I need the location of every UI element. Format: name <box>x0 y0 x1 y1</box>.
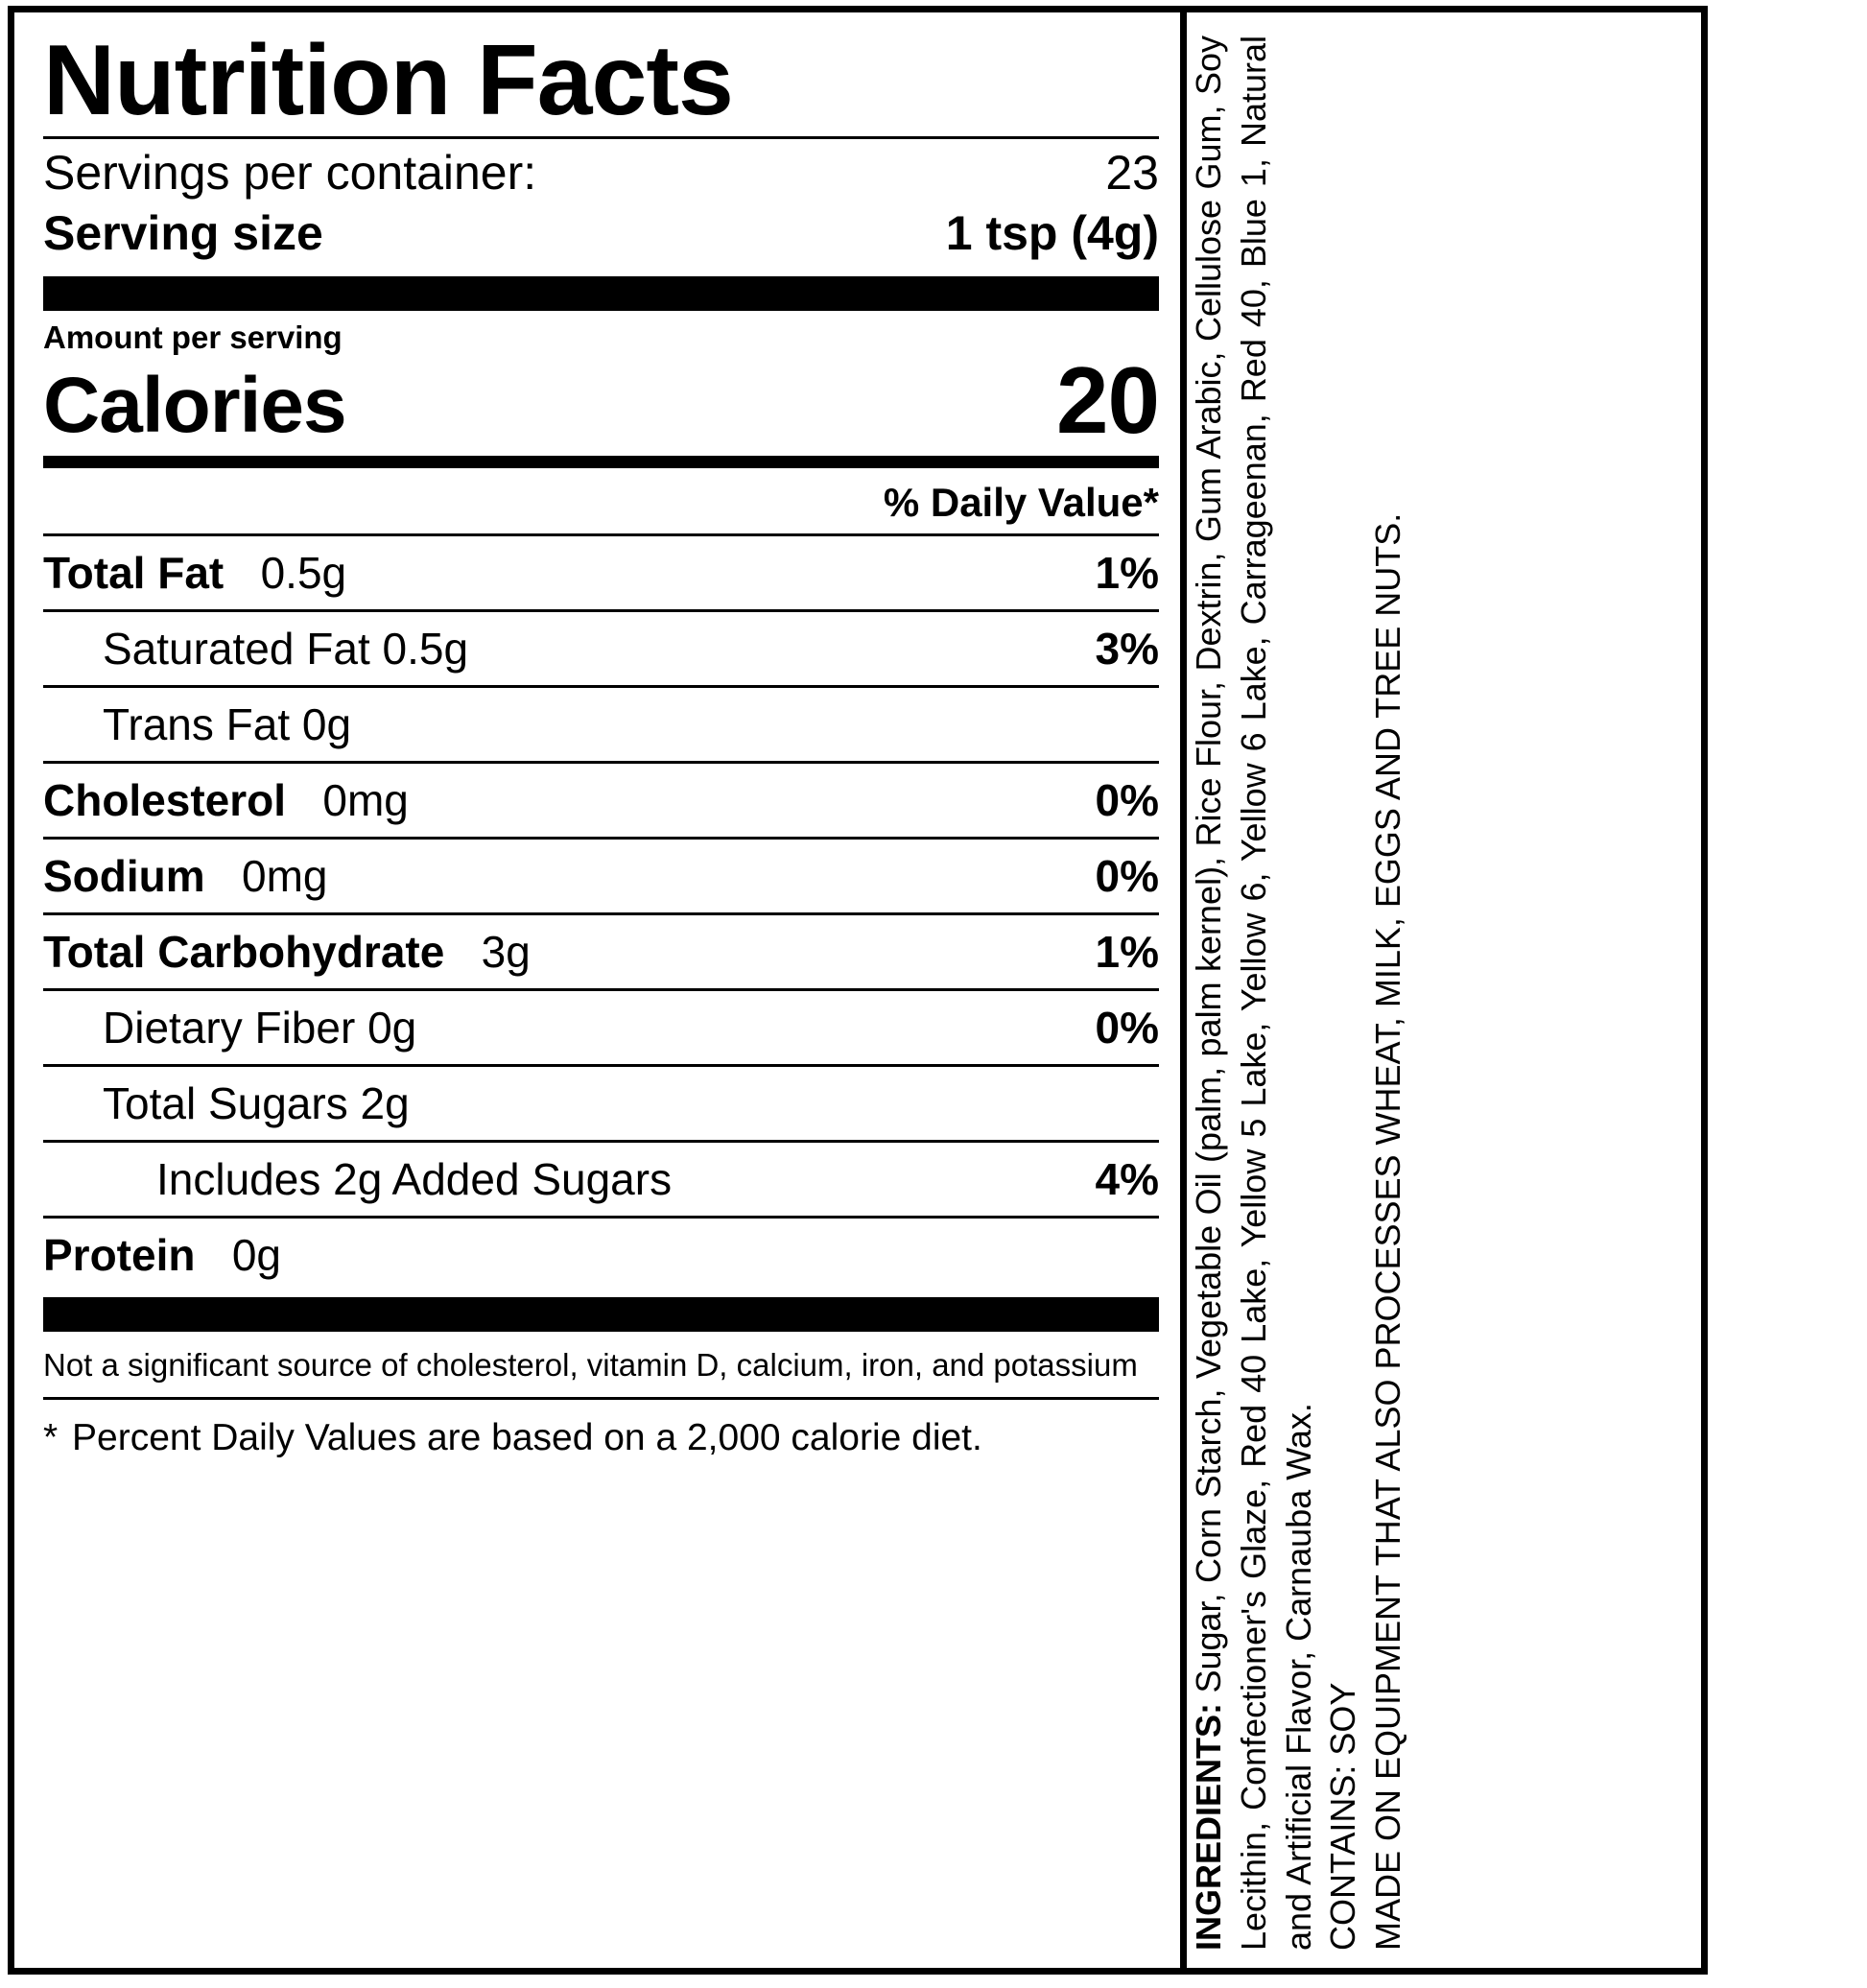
divider-row <box>43 837 1159 840</box>
nutrient-label: Total Carbohydrate <box>43 926 445 977</box>
nutrient-amount: 3g <box>481 926 531 977</box>
serving-size-value: 1 tsp (4g) <box>945 205 1159 260</box>
nutrient-row-total-fat <box>43 538 1159 607</box>
nutrient-row-cholesterol <box>43 766 1159 835</box>
nutrient-name <box>103 1002 416 1053</box>
label-title: Nutrition Facts <box>43 25 733 136</box>
calories-value: 20 <box>1055 346 1159 453</box>
nutrient-name <box>103 623 468 674</box>
nutrient-row-added-sugars <box>43 1145 1159 1214</box>
nutrient-list <box>43 532 1159 1290</box>
nutrient-label: Cholesterol <box>43 774 287 825</box>
daily-value-footnote <box>43 1402 1159 1464</box>
ingredients-body: Sugar, Corn Starch, Vegetable Oil (palm, palm kernel), Rice Flour, Dextrin, Gum Arabic, Cellulose Gum, Soy Lecithin, Confectioner's Glaze, Red 40 Lake, Yellow 5 Lake, Yellow 6, Yellow 6 Lake, Carrageenan, Red 40, Blue 1, Natural and Artificial Flavor, Carnauba Wax. <box>1189 36 1318 1951</box>
allergen-processing-statement: MADE ON EQUIPMENT THAT ALSO PROCESSES WHEAT, MILK, EGGS AND TREE NUTS. <box>1368 512 1408 1951</box>
nutrition-facts-panel <box>14 12 1180 1968</box>
ingredients-panel <box>1180 12 1701 1968</box>
nutrient-amount: 0mg <box>322 774 409 825</box>
nutrient-name <box>43 1229 281 1281</box>
nutrient-row-saturated-fat <box>43 614 1159 683</box>
nutrient-row-total-sugars <box>43 1069 1159 1138</box>
nutrient-row-dietary-fiber <box>43 993 1159 1062</box>
calories-row <box>43 346 1159 453</box>
nutrient-name <box>43 926 531 978</box>
nutrient-label: Trans Fat <box>103 698 291 749</box>
nutrient-amount: 0.5g <box>382 623 469 674</box>
servings-per-container-value: 23 <box>1105 146 1159 201</box>
ingredients-rotated-block <box>1187 32 1686 1951</box>
serving-size-row <box>43 203 1159 268</box>
daily-value-header: % Daily Value* <box>883 479 1159 525</box>
contains-statement: CONTAINS: SOY <box>1323 1682 1363 1951</box>
nutrient-amount: 0g <box>231 1229 281 1280</box>
divider-row <box>43 533 1159 536</box>
divider-row <box>43 609 1159 612</box>
nutrient-dv: 1% <box>1095 926 1159 977</box>
ingredients-heading: INGREDIENTS: <box>1189 1702 1228 1951</box>
serving-size-label: Serving size <box>43 205 323 260</box>
nutrient-label: Total Sugars <box>103 1077 348 1128</box>
divider-row <box>43 1140 1159 1143</box>
divider-under-calories <box>43 456 1159 468</box>
servings-per-container-row <box>43 141 1159 203</box>
nutrient-label: Protein <box>43 1229 196 1280</box>
divider-thick-bottom <box>43 1297 1159 1332</box>
calories-label: Calories <box>43 361 346 449</box>
nutrient-dv: 3% <box>1095 623 1159 674</box>
not-significant-source-note: Not a significant source of cholesterol, vitamin D, calcium, iron, and potassium <box>43 1346 1138 1383</box>
nutrient-name <box>43 774 409 826</box>
divider-row <box>43 761 1159 764</box>
nutrient-row-total-carbohydrate <box>43 917 1159 986</box>
nutrient-dv: 1% <box>1095 547 1159 598</box>
panel-spacer <box>43 1464 1159 1958</box>
nutrition-facts-label <box>8 6 1708 1975</box>
servings-per-container-label: Servings per container: <box>43 146 537 201</box>
divider-row <box>43 1064 1159 1067</box>
divider-row <box>43 685 1159 688</box>
divider-row <box>43 912 1159 915</box>
nutrient-name <box>156 1153 672 1205</box>
divider-footnote <box>43 1397 1159 1400</box>
nutrient-row-sodium <box>43 841 1159 911</box>
ingredients-text <box>1187 36 1321 1951</box>
nutrient-amount: 2g <box>360 1077 410 1128</box>
footnote-asterisk: * <box>43 1417 59 1459</box>
nutrient-amount: 0g <box>301 698 352 749</box>
divider-row <box>43 988 1159 991</box>
nutrient-name <box>103 1077 410 1129</box>
amount-per-serving-label: Amount per serving <box>43 320 343 356</box>
nutrient-dv: 0% <box>1095 1002 1159 1053</box>
nutrient-name <box>103 698 351 750</box>
divider-thick-top <box>43 276 1159 311</box>
nutrient-amount: 0g <box>367 1002 417 1053</box>
nutrient-label: Sodium <box>43 850 205 901</box>
nutrient-dv: 0% <box>1095 774 1159 825</box>
nutrient-row-protein <box>43 1220 1159 1290</box>
nutrient-label: Dietary Fiber <box>103 1002 356 1053</box>
nutrient-name <box>43 850 328 902</box>
nutrient-row-trans-fat <box>43 690 1159 759</box>
divider-row <box>43 1216 1159 1219</box>
nutrient-name <box>43 547 346 599</box>
footnote-text: Percent Daily Values are based on a 2,000 calorie diet. <box>72 1417 982 1459</box>
nutrient-label: Includes 2g Added Sugars <box>156 1153 673 1204</box>
divider-title <box>43 136 1159 139</box>
nutrient-dv: 4% <box>1095 1153 1159 1204</box>
nutrient-dv: 0% <box>1095 850 1159 901</box>
nutrient-label: Total Fat <box>43 547 225 598</box>
nutrient-amount: 0.5g <box>260 547 347 598</box>
nutrient-amount: 0mg <box>242 850 328 901</box>
nutrient-label: Saturated Fat <box>103 623 370 674</box>
